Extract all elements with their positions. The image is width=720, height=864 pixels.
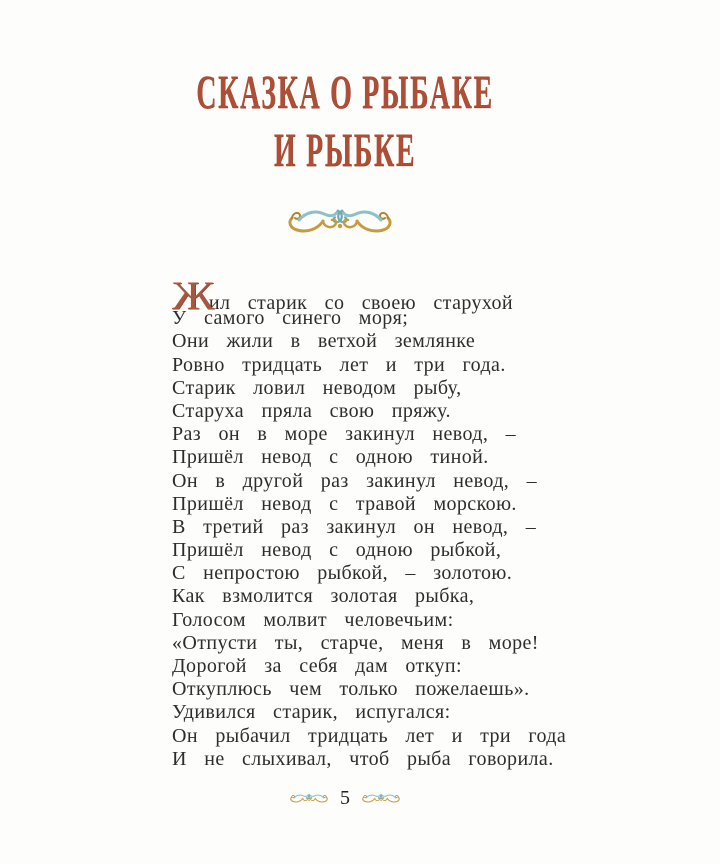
scroll-flourish-ornament-icon [285, 205, 395, 235]
poem-line: Он рыбачил тридцать лет и три года [172, 724, 567, 747]
poem-line: Пришёл невод с одною тиной. [172, 446, 489, 469]
poem-line: Откуплюсь чем только пожелаешь». [172, 678, 530, 701]
poem-line: Раз он в море закинул невод, – [172, 423, 517, 446]
poem-line: Как взмолится золотая рыбка, [172, 585, 475, 608]
poem-line: И не слыхивал, чтоб рыба говорила. [172, 747, 554, 770]
headpiece-ornament [285, 205, 395, 235]
story-title-line2: И РЫБКЕ [273, 124, 417, 177]
poem-line-first-rest: ил старик со своею старухой [208, 292, 514, 314]
poem-line-first [172, 273, 566, 318]
poem-line: «Отпусти ты, старче, меня в море! [172, 631, 539, 654]
poem-line: Дорогой за себя дам откуп: [172, 655, 462, 677]
poem-lines [172, 307, 566, 771]
poem-line: Он в другой раз закинул невод, – [172, 469, 537, 492]
page-number: 5 [340, 787, 350, 809]
footer-ornament-right-icon [361, 792, 401, 804]
poem-line: Удивился старик, испугался: [172, 701, 451, 724]
page-footer [0, 786, 690, 810]
poem-text [172, 273, 567, 771]
story-title-line1: СКАЗКА О РЫБАКЕ [196, 66, 494, 119]
poem-line: Пришёл невод с травой морскою. [172, 492, 517, 515]
poem-line: Они жили в ветхой землянке [172, 330, 476, 353]
poem-line: Пришёл невод с одною рыбкой, [172, 539, 502, 562]
footer-ornament-left-icon [289, 792, 329, 804]
poem-line: Старик ловил неводом рыбу, [172, 376, 462, 399]
story-title [0, 64, 690, 180]
poem-line: В третий раз закинул он невод, – [172, 515, 537, 538]
poem-line: С непростою рыбкой, – золотою. [172, 562, 513, 585]
poem-line: У самого синего моря; [172, 307, 409, 330]
poem-line: Старуха пряла свою пряжу. [172, 399, 451, 422]
poem-line: Голосом молвит человечьим: [172, 608, 454, 631]
drop-cap: Ж [172, 273, 215, 318]
poem-line: Ровно тридцать лет и три года. [172, 353, 506, 376]
